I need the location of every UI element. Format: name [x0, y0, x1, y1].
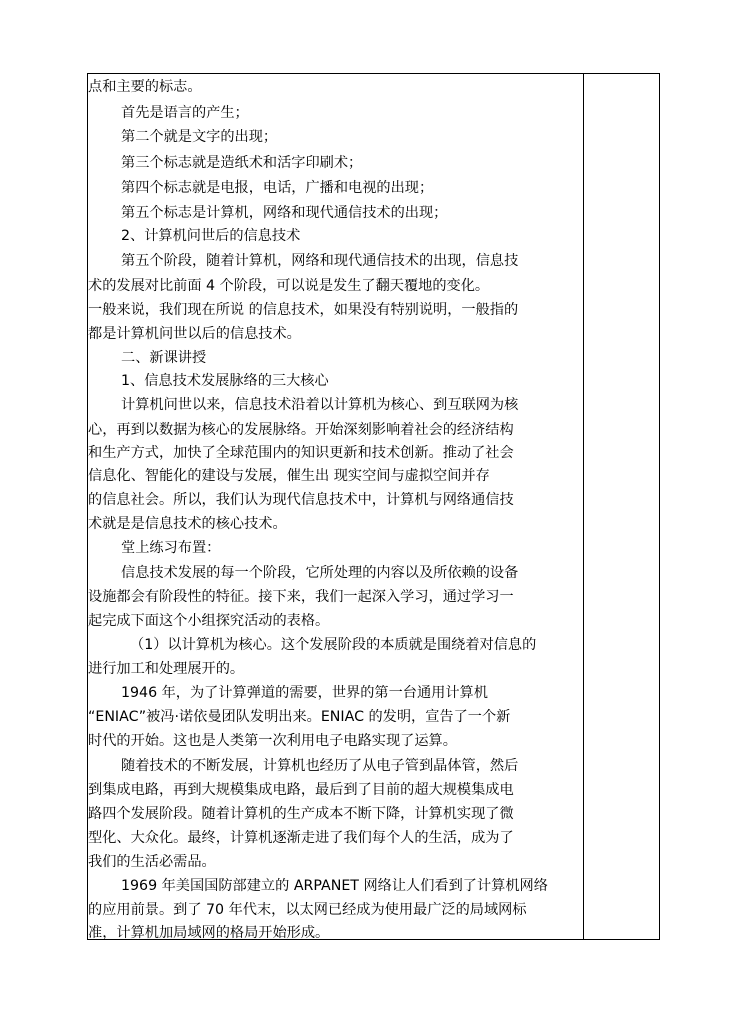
text-line: 计算机问世以来，信息技术沿着以计算机为核心、到互联网为核: [121, 397, 519, 413]
text-line: “ENIAC”被冯·诺依曼团队发明出来。ENIAC 的发明，宣告了一个新: [88, 709, 511, 725]
document-table: [87, 73, 660, 940]
text-line: 术的发展对比前面 4 个阶段，可以说是发生了翻天覆地的变化。: [88, 278, 490, 294]
text-line: 一般来说，我们现在所说 的信息技术，如果没有特别说明，一般指的: [88, 302, 519, 318]
text-line: 信息化、智能化的建设与发展，催生出 现实空间与虚拟空间并存: [88, 468, 490, 484]
text-line: 第二个就是文字的出现；: [121, 129, 278, 145]
text-line: 准，计算机加局域网的格局开始形成。: [88, 925, 330, 941]
text-line: 的信息社会。所以，我们认为现代信息技术中，计算机与网络通信技: [88, 492, 514, 508]
text-line: 我们的生活必需品。: [88, 854, 216, 870]
text-line: 心，再到以数据为核心的发展脉络。开始深刻影响着社会的经济结构: [88, 422, 514, 438]
text-line: 到集成电路，再到大规模集成电路，最后到了目前的超大规模集成电: [88, 782, 514, 798]
empty-right-cell: [584, 74, 659, 939]
text-line: 信息技术发展的每一个阶段，它所处理的内容以及所依赖的设备: [121, 565, 519, 581]
text-line: 1946 年，为了计算弹道的需要，世界的第一台通用计算机: [121, 685, 488, 701]
text-line: 随着技术的不断发展，计算机也经历了从电子管到晶体管，然后: [121, 758, 519, 774]
text-line: 堂上练习布置：: [121, 540, 221, 556]
text-line: 第三个标志就是造纸术和活字印刷术；: [121, 155, 363, 171]
text-line: 第四个标志就是电报，电话，广播和电视的出现；: [121, 180, 434, 196]
text-line: 的应用前景。到了 70 年代末，以太网已经成为使用最广泛的局域网标: [88, 902, 527, 918]
text-line: 和生产方式，加快了全球范围内的知识更新和技术创新。推动了社会: [88, 445, 514, 461]
text-line: 型化、大众化。最终，计算机逐渐走进了我们每个人的生活，成为了: [88, 830, 514, 846]
text-line: 第五个标志是计算机，网络和现代通信技术的出现；: [121, 205, 448, 221]
section-heading: 2、计算机问世后的信息技术: [121, 228, 301, 244]
text-line: 进行加工和处理展开的。: [88, 661, 245, 677]
section-heading: 二、新课讲授: [121, 350, 207, 366]
text-line: 首先是语言的产生；: [121, 105, 249, 121]
text-line: 起完成下面这个小组探究活动的表格。: [88, 613, 330, 629]
text-line: 1969 年美国国防部建立的 ARPANET 网络让人们看到了计算机网络: [121, 878, 548, 894]
text-line: 点和主要的标志。: [88, 79, 202, 95]
text-line: （1）以计算机为核心。这个发展阶段的本质就是围绕着对信息的: [130, 637, 537, 653]
text-line: 时代的开始。这也是人类第一次利用电子电路实现了运算。: [88, 733, 457, 749]
text-line: 路四个发展阶段。随着计算机的生产成本不断下降，计算机实现了微: [88, 806, 514, 822]
text-line: 术就是是信息技术的核心技术。: [88, 516, 287, 532]
text-line: 都是计算机问世以后的信息技术。: [88, 326, 301, 342]
text-line: 第五个阶段，随着计算机，网络和现代通信技术的出现，信息技: [121, 253, 519, 269]
text-line: 设施都会有阶段性的特征。接下来，我们一起深入学习，通过学习一: [88, 589, 514, 605]
section-heading: 1、信息技术发展脉络的三大核心: [121, 373, 329, 389]
